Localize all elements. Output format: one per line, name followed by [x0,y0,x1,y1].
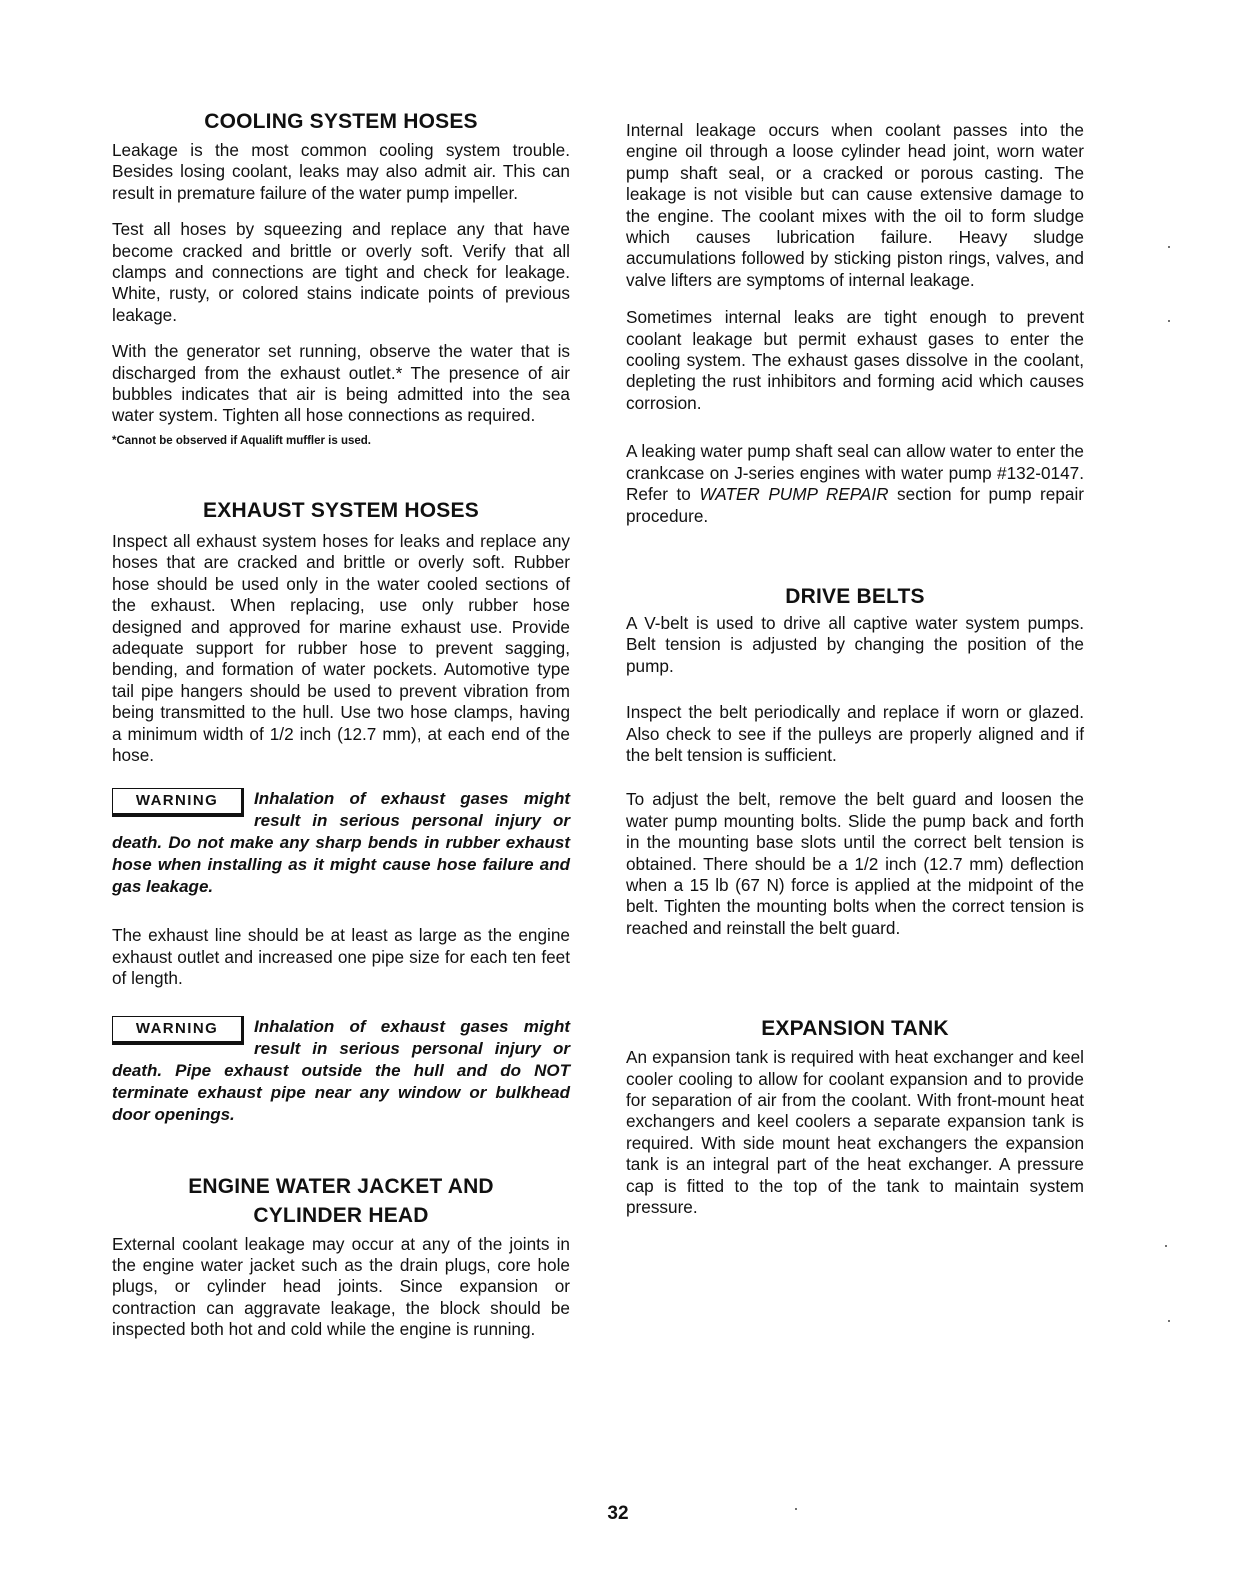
scan-speck [1168,1320,1170,1322]
internal-leakage-paragraph-3 [626,441,1084,527]
cooling-system-hoses-heading: COOLING SYSTEM HOSES [204,110,478,133]
scan-speck [1168,246,1170,248]
warning-text-1: Inhalation of exhaust gases might result in serious personal injury or death. Do not make any sharp bends in rubber exhaust hose when installing as it might cause hose failure and gas leakage. [112,789,570,897]
warning-label-1: WARNING [112,788,244,817]
internal-leakage-paragraph-1: Internal leakage occurs when coolant passes into the engine oil through a loose cylinder head joint, worn water pump shaft seal, or a cracked or porous casting. The leakage is not visible but can cause extensive damage to the engine. The coolant mixes with the oil to form sludge which causes lubrication failure. Heavy sludge accumulations followed by sticking piston rings, valves, and valve lifters are symptoms of internal leakage. [626,120,1084,290]
jacket-paragraph-1: External coolant leakage may occur at any of the joints in the engine water jacket such as the drain plugs, core hole plugs, or cylinder head joints. Since expansion or contraction can aggravate leakage, the block should be inspected both hot and cold while the engine is running. [112,1233,570,1340]
scan-speck [1165,1245,1167,1247]
warning-box-2 [112,1016,570,1126]
expansion-tank-heading: EXPANSION TANK [761,1017,949,1041]
warning-text-2: Inhalation of exhaust gases might result in serious personal injury or death. Pipe exhaust outside the hull and do NOT terminate exhaust pipe near any window or bulkhead door openings. [112,1016,570,1124]
warning-label-2: WARNING [112,1016,244,1045]
warning-box-1 [112,788,570,898]
belts-paragraph-2: Inspect the belt periodically and replace if worn or glazed. Also check to see if the pulleys are properly aligned and if the belt tension is sufficient. [626,702,1084,765]
internal-leakage-paragraph-2: Sometimes internal leaks are tight enough to prevent coolant leakage but permit exhaust gases to enter the cooling system. The exhaust gases dissolve in the coolant, depleting the rust inhibitors and forming acid which causes corrosion. [626,307,1084,413]
page-number: 32 [607,1503,629,1524]
pump-seal-text-end: section for pump repair procedure. [626,484,1084,526]
exhaust-system-hoses-heading: EXHAUST SYSTEM HOSES [203,498,479,522]
water-pump-repair-reference: WATER PUMP REPAIR [699,484,889,505]
scan-speck [1168,320,1170,322]
cooling-paragraph-1: Leakage is the most common cooling system trouble. Besides losing coolant, leaks may also admit air. This can result in premature failure of the water pump impeller. [112,140,570,203]
belts-paragraph-1: A V-belt is used to drive all captive water system pumps. Belt tension is adjusted by changing the position of the pump. [626,612,1084,676]
engine-water-jacket-heading [112,1172,570,1230]
cooling-paragraph-3: With the generator set running, observe the water that is discharged from the exhaust outlet.* The presence of air bubbles indicates that air is being admitted into the sea water system. Tighten all hose connections as required. [112,341,570,426]
exhaust-paragraph-1: Inspect all exhaust system hoses for leaks and replace any hoses that are cracked and brittle or overly soft. Rubber hose should be used only in the water cooled sections of the exhaust. When replacing, use only rubber hose designed and approved for marine exhaust use. Provide adequate support for rubber hose to prevent sagging, bending, and formation of water pockets. Automotive type tail pipe hangers should be used to prevent vibration from being transmitted to the hull. Use two hose clamps, having a minimum width of 1/2 inch (12.7 mm), at each end of the hose. [112,530,570,765]
left-column [112,108,570,1341]
tank-paragraph-1: An expansion tank is required with heat exchanger and keel cooler cooling to allow for coolant expansion and to provide for separation of air from the coolant. With front-mount heat exchangers and keel coolers a separate expansion tank is required. With side mount heat exchangers the expansion tank is an integral part of the heat exchanger. A pressure cap is fitted to the top of the tank to maintain system pressure. [626,1047,1084,1218]
engine-water-jacket-heading-line2: CYLINDER HEAD [253,1203,429,1227]
engine-water-jacket-heading-line1: ENGINE WATER JACKET AND [188,1174,494,1198]
scan-speck [795,1508,797,1510]
pump-seal-text: A leaking water pump shaft seal can allow water to enter the crankcase on J-series engines with water pump #132-0147. Refer to [626,441,1084,505]
aqualift-footnote: *Cannot be observed if Aqualift muffler is used. [112,434,371,447]
belts-paragraph-3: To adjust the belt, remove the belt guard and loosen the water pump mounting bolts. Slide the pump back and forth in the mounting base slots until the correct belt tension is obtained. There should be a 1/2 inch (12.7 mm) deflection when a 15 lb (67 N) force is applied at the midpoint of the belt. Tighten the mounting bolts when the correct tension is reached and reinstall the belt guard. [626,789,1084,938]
right-column [626,120,1084,1218]
cooling-paragraph-2: Test all hoses by squeezing and replace any that have become cracked and brittle or overly soft. Verify that all clamps and connections are tight and check for leakage. White, rusty, or colored stains indicate points of previous leakage. [112,219,570,325]
drive-belts-heading: DRIVE BELTS [785,584,925,608]
exhaust-paragraph-2: The exhaust line should be at least as large as the engine exhaust outlet and increased one pipe size for each ten feet of length. [112,925,570,989]
